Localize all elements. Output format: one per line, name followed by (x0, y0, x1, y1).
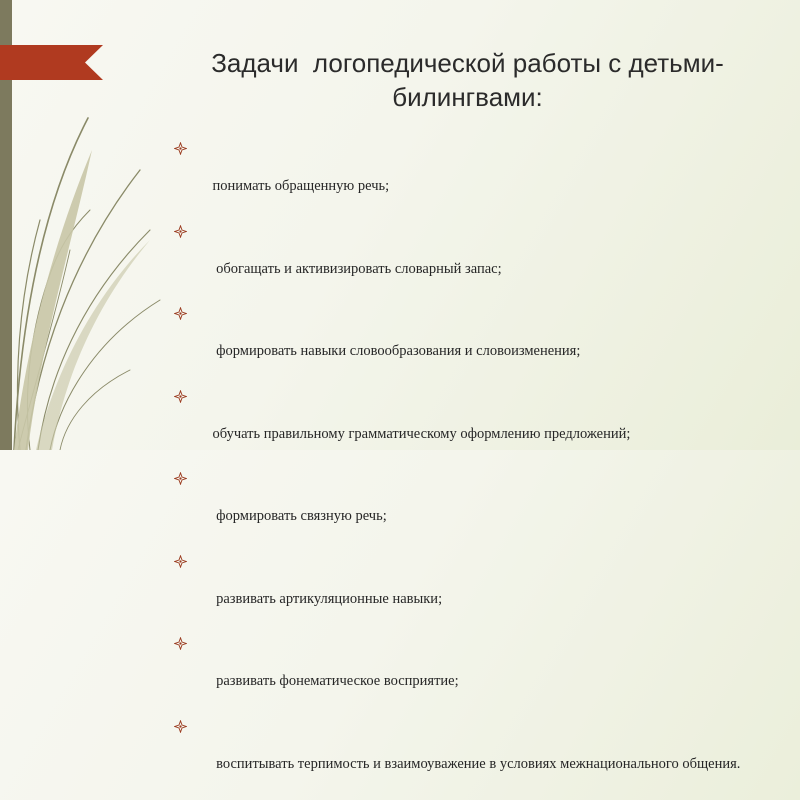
slide-title: Задачи логопедической работы с детьми-билингвами: (211, 48, 724, 112)
bullet-text: развивать фонематическое восприятие; (212, 673, 459, 689)
bullet-text: развивать артикуляционные навыки; (212, 590, 443, 607)
flower-bullet-icon (174, 720, 187, 733)
bullet-text: понимать обращенную речь; (212, 178, 390, 194)
list-item (174, 388, 754, 462)
list-item (174, 718, 754, 792)
bullet-text: формировать навыки словообразования и словоизменения; (212, 343, 581, 359)
bullet-text: формировать связную речь; (212, 508, 387, 524)
bullet-list (174, 140, 754, 800)
flower-bullet-icon (174, 637, 187, 650)
flower-bullet-icon (174, 142, 187, 155)
bullet-text: обогащать и активизировать словарный запас; (212, 260, 502, 277)
bullet-text: воспитывать терпимость и взаимоуважение в условиях межнационального общения. (212, 755, 741, 772)
title-accent-tab (0, 45, 103, 80)
list-item (174, 635, 754, 709)
list-item (174, 553, 754, 627)
list-item (174, 223, 754, 297)
bullet-text: обучать правильному грамматическому оформлению предложений; (212, 425, 631, 442)
list-item (174, 305, 754, 379)
list-item (174, 470, 754, 544)
flower-bullet-icon (174, 225, 187, 238)
flower-bullet-icon (174, 472, 187, 485)
flower-bullet-icon (174, 307, 187, 320)
flower-bullet-icon (174, 390, 187, 403)
flower-bullet-icon (174, 555, 187, 568)
list-item (174, 140, 754, 214)
